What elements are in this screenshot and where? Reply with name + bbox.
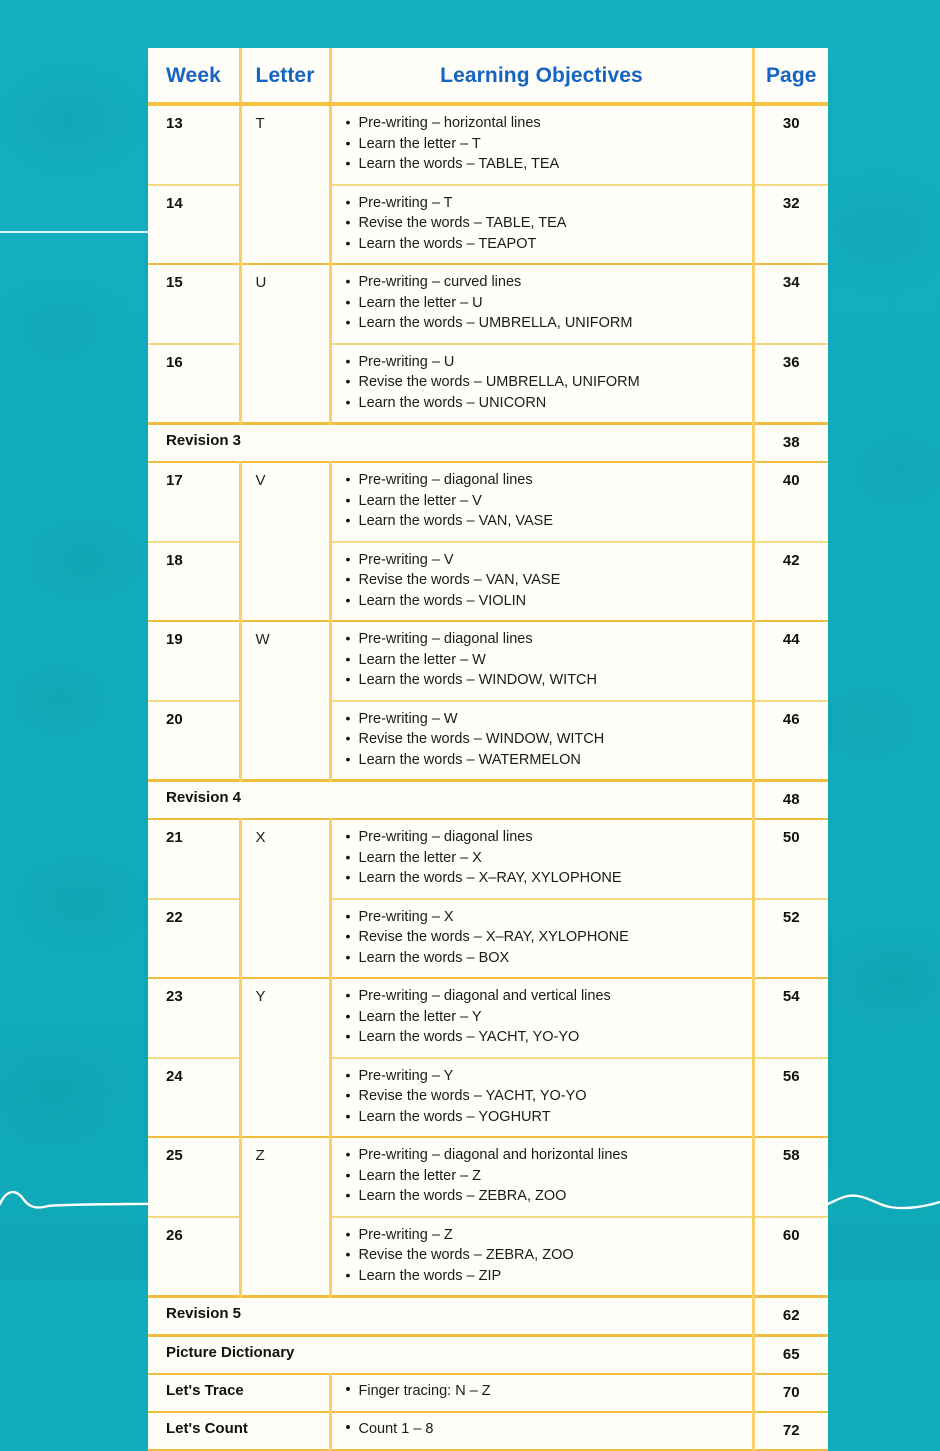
objectives-cell [330, 104, 753, 185]
objectives-cell [330, 1058, 753, 1138]
week-number: 19 [148, 621, 240, 701]
objective-item: • Learn the words – ZIP [346, 1266, 742, 1287]
letter-cell: W [240, 621, 330, 701]
objective-item: • Finger tracing: N – Z [346, 1381, 742, 1401]
section-row [148, 1297, 828, 1336]
objectives-list [346, 352, 742, 414]
page-number: 38 [753, 424, 828, 463]
week-number: 15 [148, 264, 240, 344]
objectives-cell [330, 1412, 753, 1450]
objective-item: • Pre-writing – Z [346, 1225, 742, 1246]
page-number: 42 [753, 542, 828, 622]
letter-cell: U [240, 264, 330, 344]
objective-item: • Learn the letter – V [346, 491, 742, 512]
left-margin-rule [0, 231, 148, 233]
objectives-cell [330, 899, 753, 979]
table-row [148, 899, 828, 979]
letter-cell: T [240, 104, 330, 185]
column-header-objectives: Learning Objectives [330, 48, 753, 104]
page-number: 62 [753, 1297, 828, 1336]
objective-item: • Learn the words – X–RAY, XYLOPHONE [346, 868, 742, 889]
column-header-week: Week [148, 48, 240, 104]
section-label: Revision 4 [148, 781, 753, 820]
page-number: 44 [753, 621, 828, 701]
letter-cell: X [240, 819, 330, 899]
page-number: 70 [753, 1374, 828, 1412]
table-row [148, 819, 828, 899]
objectives-list [346, 629, 742, 691]
objectives-list [346, 113, 742, 175]
week-number: 22 [148, 899, 240, 979]
objective-item: • Learn the words – TABLE, TEA [346, 154, 742, 175]
page-number: 60 [753, 1217, 828, 1297]
section-label: Picture Dictionary [148, 1336, 753, 1375]
page-number: 36 [753, 344, 828, 424]
week-number: 18 [148, 542, 240, 622]
objectives-cell [330, 185, 753, 265]
objective-item: • Pre-writing – W [346, 709, 742, 730]
letter-cell [240, 1058, 330, 1138]
objective-item: • Pre-writing – horizontal lines [346, 113, 742, 134]
objective-item: • Revise the words – YACHT, YO-YO [346, 1086, 742, 1107]
letter-cell [240, 701, 330, 781]
objective-item: • Pre-writing – U [346, 352, 742, 373]
objective-item: • Pre-writing – V [346, 550, 742, 571]
objectives-list [346, 1145, 742, 1207]
objectives-list [346, 907, 742, 969]
letter-cell [240, 1217, 330, 1297]
objectives-list [346, 986, 742, 1048]
table-row [148, 1217, 828, 1297]
page-number: 46 [753, 701, 828, 781]
section-row [148, 1336, 828, 1375]
objective-item: • Pre-writing – X [346, 907, 742, 928]
page-number: 50 [753, 819, 828, 899]
week-number: 21 [148, 819, 240, 899]
table-row [148, 1137, 828, 1217]
table-row [148, 344, 828, 424]
objectives-list [346, 1066, 742, 1128]
table-row [148, 462, 828, 542]
objective-item: • Revise the words – UMBRELLA, UNIFORM [346, 372, 742, 393]
table-row [148, 264, 828, 344]
letter-cell [240, 185, 330, 265]
objective-item: • Learn the words – YACHT, YO-YO [346, 1027, 742, 1048]
objective-item: • Learn the words – WINDOW, WITCH [346, 670, 742, 691]
objectives-cell [330, 542, 753, 622]
table-row [148, 621, 828, 701]
contents-card [148, 48, 828, 1439]
section-label: Revision 3 [148, 424, 753, 463]
objective-item: • Learn the letter – W [346, 650, 742, 671]
page-number: 48 [753, 781, 828, 820]
objective-item: • Revise the words – VAN, VASE [346, 570, 742, 591]
objectives-list [346, 272, 742, 334]
table-row [148, 185, 828, 265]
objective-item: • Pre-writing – curved lines [346, 272, 742, 293]
objective-item: • Revise the words – ZEBRA, ZOO [346, 1245, 742, 1266]
letter-cell: Y [240, 978, 330, 1058]
week-number: 25 [148, 1137, 240, 1217]
letter-cell [240, 542, 330, 622]
objective-item: • Pre-writing – diagonal lines [346, 827, 742, 848]
objective-item: • Pre-writing – T [346, 193, 742, 214]
objective-item: • Pre-writing – diagonal lines [346, 629, 742, 650]
objective-item: • Revise the words – TABLE, TEA [346, 213, 742, 234]
objective-item: • Pre-writing – diagonal lines [346, 470, 742, 491]
objective-item: • Learn the words – VIOLIN [346, 591, 742, 612]
objective-item: • Learn the words – WATERMELON [346, 750, 742, 771]
objective-item: • Pre-writing – diagonal and horizontal lines [346, 1145, 742, 1166]
letter-cell: Z [240, 1137, 330, 1217]
objectives-cell [330, 621, 753, 701]
week-number: 14 [148, 185, 240, 265]
table-header-row [148, 48, 828, 104]
objective-item: • Count 1 – 8 [346, 1419, 742, 1439]
table-row [148, 701, 828, 781]
section-row [148, 424, 828, 463]
table-row [148, 104, 828, 185]
page-number: 52 [753, 899, 828, 979]
objectives-list [346, 193, 742, 255]
tail-row [148, 1374, 828, 1412]
table-body [148, 104, 828, 1450]
column-header-page: Page [753, 48, 828, 104]
objective-item: • Revise the words – X–RAY, XYLOPHONE [346, 927, 742, 948]
objective-item: • Learn the words – TEAPOT [346, 234, 742, 255]
week-number: 16 [148, 344, 240, 424]
section-label: Revision 5 [148, 1297, 753, 1336]
objectives-cell [330, 701, 753, 781]
objective-item: • Learn the words – YOGHURT [346, 1107, 742, 1128]
objectives-list [346, 1225, 742, 1287]
week-number: 17 [148, 462, 240, 542]
objective-item: • Pre-writing – Y [346, 1066, 742, 1087]
table-row [148, 978, 828, 1058]
objective-item: • Learn the letter – U [346, 293, 742, 314]
page-number: 40 [753, 462, 828, 542]
page-number: 72 [753, 1412, 828, 1450]
objective-item: • Learn the words – UNICORN [346, 393, 742, 414]
objective-item: • Learn the letter – Y [346, 1007, 742, 1028]
objective-item: • Learn the words – BOX [346, 948, 742, 969]
letter-cell [240, 344, 330, 424]
objective-item: • Learn the words – ZEBRA, ZOO [346, 1186, 742, 1207]
objectives-cell [330, 1137, 753, 1217]
objectives-list [346, 470, 742, 532]
letter-cell: V [240, 462, 330, 542]
tail-label: Let's Trace [148, 1374, 330, 1412]
objective-item: • Learn the letter – Z [346, 1166, 742, 1187]
objective-item: • Revise the words – WINDOW, WITCH [346, 729, 742, 750]
page-number: 58 [753, 1137, 828, 1217]
objectives-cell [330, 1374, 753, 1412]
objective-item: • Learn the words – UMBRELLA, UNIFORM [346, 313, 742, 334]
objectives-list [346, 550, 742, 612]
objectives-cell [330, 819, 753, 899]
page-number: 54 [753, 978, 828, 1058]
table-row [148, 542, 828, 622]
week-number: 26 [148, 1217, 240, 1297]
page-number: 56 [753, 1058, 828, 1138]
week-number: 20 [148, 701, 240, 781]
tail-label: Let's Count [148, 1412, 330, 1450]
objectives-list [346, 709, 742, 771]
objective-item: • Learn the words – VAN, VASE [346, 511, 742, 532]
objectives-cell [330, 462, 753, 542]
objectives-cell [330, 264, 753, 344]
week-number: 23 [148, 978, 240, 1058]
letter-cell [240, 899, 330, 979]
page-number: 34 [753, 264, 828, 344]
objective-item: • Learn the letter – X [346, 848, 742, 869]
section-row [148, 781, 828, 820]
column-header-letter: Letter [240, 48, 330, 104]
page-number: 65 [753, 1336, 828, 1375]
table-row [148, 1058, 828, 1138]
page-number: 32 [753, 185, 828, 265]
page-number: 30 [753, 104, 828, 185]
objectives-list [346, 827, 742, 889]
objectives-cell [330, 344, 753, 424]
week-number: 13 [148, 104, 240, 185]
tail-row [148, 1412, 828, 1450]
week-number: 24 [148, 1058, 240, 1138]
objectives-cell [330, 1217, 753, 1297]
table-of-contents [148, 48, 828, 1451]
objectives-cell [330, 978, 753, 1058]
objective-item: • Pre-writing – diagonal and vertical lines [346, 986, 742, 1007]
objective-item: • Learn the letter – T [346, 134, 742, 155]
